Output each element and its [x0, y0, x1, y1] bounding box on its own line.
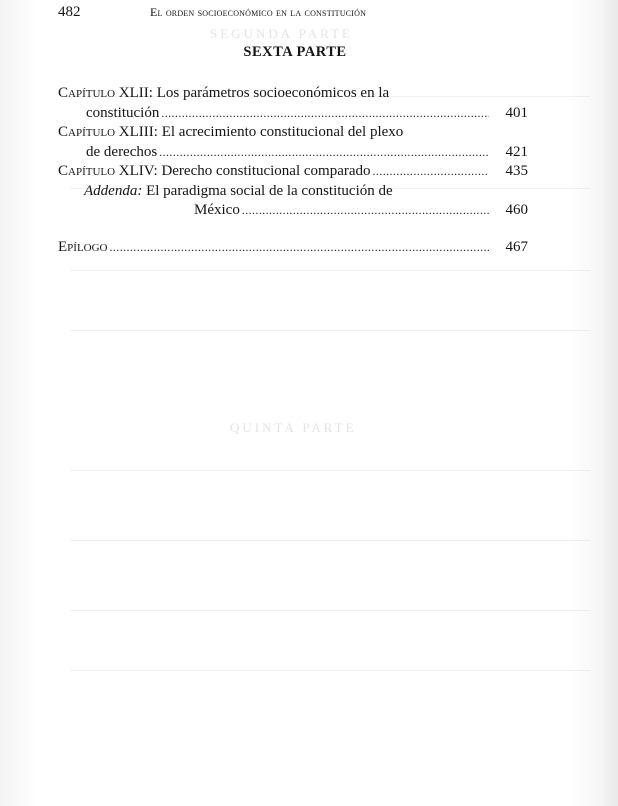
toc-entry-label: Capítulo XLIV:	[58, 163, 158, 179]
toc-entry-line	[58, 201, 528, 221]
toc-entry-label: Capítulo XLIII:	[58, 124, 158, 140]
show-through-text: SEGUNDA PARTE QUINTA PARTE	[60, 0, 600, 806]
toc-entry-line	[58, 162, 528, 182]
toc-entry-title: Derecho constitucional comparado	[161, 163, 371, 179]
table-of-contents	[58, 84, 528, 257]
spacer	[58, 221, 528, 238]
dot-leader	[159, 143, 489, 163]
toc-entry-title: Los parámetros socioeconómicos en la	[156, 85, 390, 101]
toc-entry-line	[58, 104, 528, 124]
toc-entry-page: 460	[505, 202, 528, 218]
toc-entry-page: 435	[505, 163, 528, 179]
toc-entry-line	[58, 238, 528, 258]
toc-entry-title: El acrecimiento constitucional del plexo	[161, 124, 404, 140]
toc-entry-line	[58, 123, 528, 143]
toc-entry-chapter-43[interactable]	[58, 123, 528, 162]
running-head: El orden socioeconómico en la constitución	[150, 5, 367, 19]
toc-entry-label: Epílogo	[58, 238, 108, 255]
page-header	[58, 4, 500, 22]
toc-entry-label: Addenda:	[84, 182, 143, 199]
toc-entry-page: 467	[505, 238, 528, 255]
page-number: 482	[58, 4, 81, 20]
toc-entry-page: 421	[505, 143, 528, 160]
toc-entry-title-cont: de derechos	[86, 143, 158, 160]
toc-entry-title-cont: constitución	[86, 104, 160, 121]
toc-entry-line	[58, 143, 528, 163]
toc-entry-title-cont: México	[194, 202, 240, 218]
dot-leader	[161, 104, 489, 124]
dot-leader	[373, 162, 489, 182]
toc-entry-title: El paradigma social de la constitución de	[146, 182, 393, 199]
toc-entry-chapter-44[interactable]	[58, 162, 528, 182]
part-title: SEXTA PARTE	[243, 44, 347, 60]
toc-entry-line	[58, 84, 528, 104]
dot-leader	[110, 238, 490, 258]
toc-entry-label: Capítulo XLII:	[58, 85, 153, 101]
toc-entry-line	[58, 182, 528, 202]
toc-entry-page: 401	[505, 104, 528, 121]
toc-entry-epilogue[interactable]	[58, 238, 528, 258]
dot-leader	[242, 201, 489, 221]
toc-entry-addenda[interactable]	[58, 182, 528, 221]
toc-entry-chapter-42[interactable]	[58, 84, 528, 123]
